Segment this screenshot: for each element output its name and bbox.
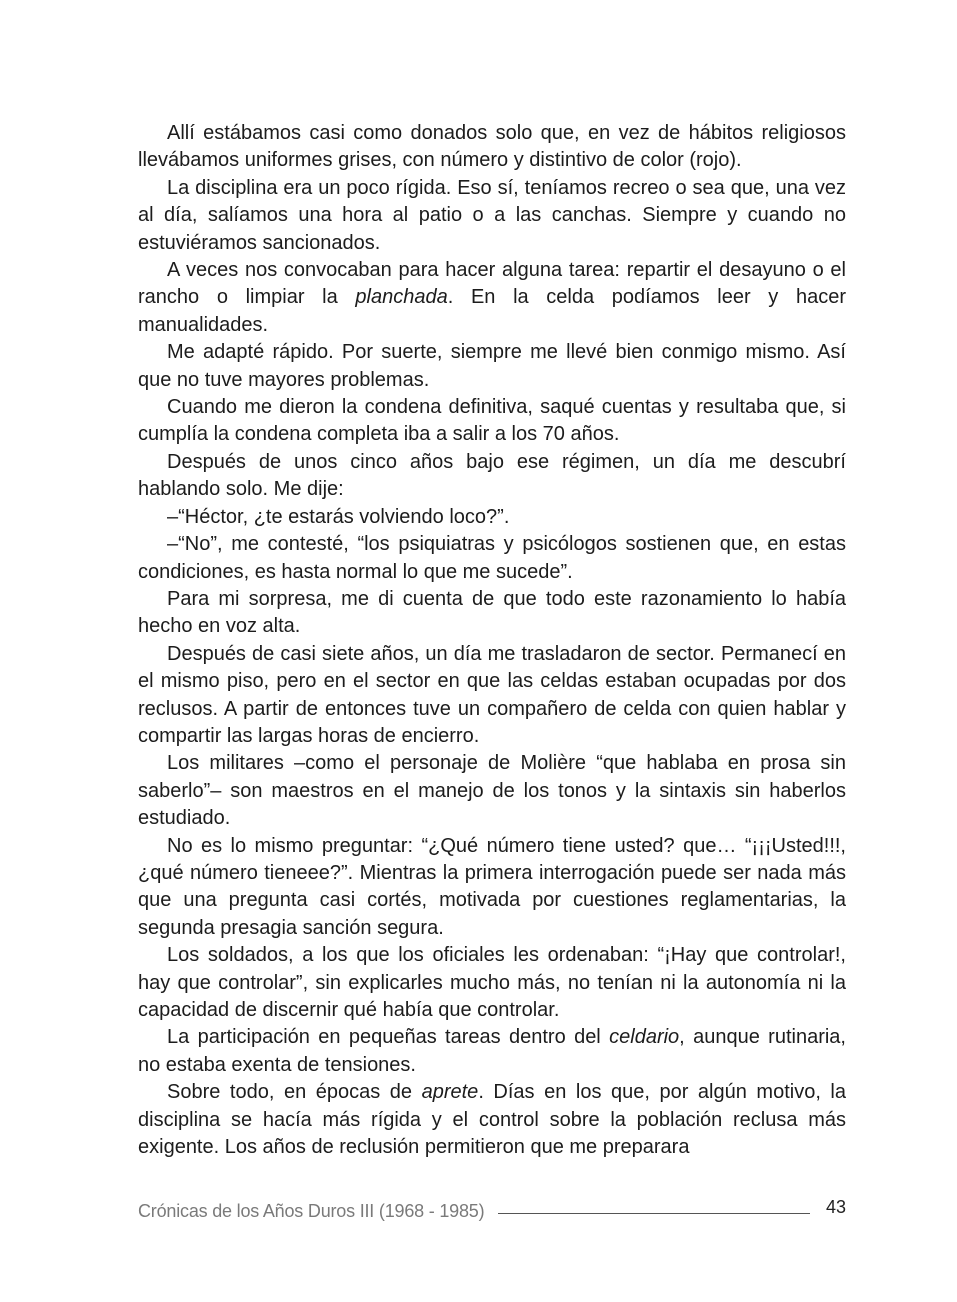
paragraph-text: , aunque rutinaria, no estaba exenta de tensiones.	[138, 1026, 846, 1076]
paragraph	[138, 504, 846, 531]
paragraph	[138, 942, 846, 1024]
paragraph-text: . Días en los que, por algún motivo, la disciplina se hacía más rígida y el control sobre la población reclusa más exigente. Los años de reclusión permitieron que me preparara	[138, 1081, 846, 1159]
italic-term: aprete	[421, 1081, 479, 1104]
paragraph	[138, 833, 846, 943]
paragraph-text: Para mi sorpresa, me di cuenta de que todo este razonamiento lo había hecho en voz alta.	[138, 587, 846, 638]
paragraph-text: Los soldados, a los que los oficiales les ordenaban: “¡Hay que controlar!, hay que controlar”, sin explicarles mucho más, no tenían ni la autonomía ni la capacidad de discernir qué había que controlar.	[138, 944, 846, 1021]
paragraph	[138, 750, 846, 832]
paragraph-text: –“Héctor, ¿te estarás volviendo loco?”.	[167, 505, 510, 528]
page-footer	[138, 1196, 846, 1226]
paragraph	[138, 120, 846, 175]
paragraph-text: Después de unos cinco años bajo ese régimen, un día me descubrí hablando solo. Me dije:	[138, 450, 846, 501]
paragraph-text: Me adapté rápido. Por suerte, siempre me llevé bien conmigo mismo. Así que no tuve mayores problemas.	[138, 341, 846, 391]
paragraph	[138, 586, 846, 641]
footer-rule	[498, 1213, 810, 1214]
paragraph-text: Cuando me dieron la condena definitiva, saqué cuentas y resultaba que, si cumplía la condena completa iba a salir a los 70 años.	[138, 396, 846, 446]
paragraph	[138, 394, 846, 449]
paragraph	[138, 1079, 846, 1161]
paragraph-text: –“No”, me contesté, “los psiquiatras y psicólogos sostienen que, en estas condiciones, es hasta normal lo que me sucede”.	[138, 533, 846, 583]
paragraph-text: Sobre todo, en épocas de	[167, 1081, 422, 1104]
paragraph-text: . En la celda podíamos leer y hacer manualidades.	[138, 286, 846, 336]
paragraph-text: La disciplina era un poco rígida. Eso sí, teníamos recreo o sea que, una vez al día, salíamos una hora al patio o a las canchas. Siempre y cuando no estuviéramos sancionados.	[138, 176, 846, 254]
paragraph-text: Allí estábamos casi como donados solo que, en vez de hábitos religiosos llevábamos uniformes grises, con número y distintivo de color (rojo).	[138, 122, 846, 172]
italic-term: celdario	[609, 1026, 680, 1049]
body-text	[138, 120, 846, 1161]
paragraph-text: La participación en pequeñas tareas dentro del	[167, 1026, 610, 1049]
page-number: 43	[825, 1196, 846, 1217]
paragraph	[138, 531, 846, 586]
paragraph	[138, 641, 846, 751]
paragraph	[138, 339, 846, 394]
paragraph-text: No es lo mismo preguntar: “¿Qué número tiene usted? que… “¡¡¡Usted!!!, ¿qué número tieneee?”. Mientras la primera interrogación puede ser nada más que una pregunta casi cortés, motivada por cuestiones reglamentarias, la segunda presagia sanción segura.	[138, 834, 846, 939]
paragraph	[138, 449, 846, 504]
italic-term: planchada	[355, 286, 448, 309]
paragraph-text: Después de casi siete años, un día me trasladaron de sector. Permanecí en el mismo piso, pero en el sector en que las celdas estaban ocupadas por dos reclusos. A partir de entonces tuve un compañero de celda con quien hablar y compartir las largas horas de encierro.	[138, 642, 846, 747]
paragraph-text: A veces nos convocaban para hacer alguna tarea: repartir el desayuno o el rancho o limpiar la	[138, 259, 846, 309]
paragraph	[138, 257, 846, 339]
paragraph	[138, 1024, 846, 1079]
running-footer-title: Crónicas de los Años Duros III (1968 - 1985)	[138, 1200, 485, 1221]
paragraph-text: Los militares –como el personaje de Molière “que hablaba en prosa sin saberlo”– son maestros en el manejo de los tonos y la sintaxis sin haberlos estudiado.	[138, 752, 846, 830]
paragraph	[138, 175, 846, 257]
